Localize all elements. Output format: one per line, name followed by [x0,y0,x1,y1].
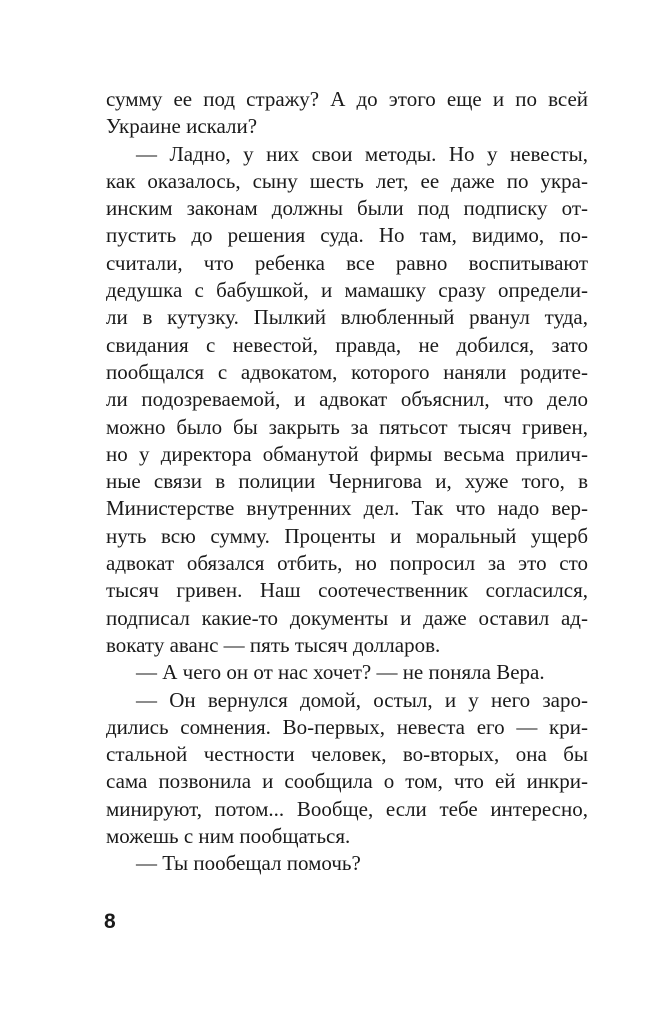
text-line: ные связи в полиции Чернигова и, хуже того, в [106,469,588,494]
text-line: можно было бы закрыть за пятьсот тысяч гривен, [106,414,588,439]
body-text [106,86,588,878]
text-line: — А чего он от нас хочет? — не поняла Вера. [136,660,545,685]
text-line: но у директора обманутой фирмы весьма прилич- [106,441,588,466]
text-line: свидания с невестой, правда, не добился, зато [106,332,588,357]
text-line: — Ты пообещал помочь? [136,851,361,876]
text-line: сумму ее под стражу? А до этого еще и по всей [106,87,588,111]
text-line: вокату аванс — пять тысяч долларов. [106,632,441,657]
text-line: — Ладно, у них свои методы. Но у невесты, [136,141,588,166]
text-line: стальной честности человек, во-вторых, она бы [106,742,588,767]
text-line: инским законам должны были под подписку от- [106,196,588,221]
text-line: — Он вернулся домой, остыл, и у него заро- [136,687,588,712]
text-line: нуть всю сумму. Проценты и моральный ущерб [106,523,588,548]
text-line: Министерстве внутренних дел. Так что надо вер- [106,496,588,521]
text-line: дедушка с бабушкой, и мамашку сразу определи- [106,278,588,303]
text-line: тысяч гривен. Наш соотечественник согласился, [106,578,588,603]
text-line: как оказалось, сыну шесть лет, ее даже по укра- [106,168,588,193]
text-line: можешь с ним пообщаться. [106,824,351,849]
text-line: адвокат обязался отбить, но попросил за это сто [106,551,588,576]
text-line: минируют, потом... Вообще, если тебе интересно, [106,796,588,821]
text-line: пообщался с адвокатом, которого наняли родите- [106,359,588,384]
text-line: сама позвонила и сообщила о том, что ей инкри- [106,769,588,794]
text-line: подписал какие-то документы и даже оставил ад- [106,605,588,630]
text-line: ли подозреваемой, и адвокат объяснил, что дело [106,387,588,412]
text-line: пустить до решения суда. Но там, видимо, по- [106,223,588,248]
text-line: ли в кутузку. Пылкий влюбленный рванул туда, [106,305,588,330]
text-line: Украине искали? [106,114,258,139]
page-number: 8 [104,910,116,933]
text-line: дились сомнения. Во-первых, невеста его — кри- [106,714,588,739]
text-line: считали, что ребенка все равно воспитывают [106,250,588,275]
